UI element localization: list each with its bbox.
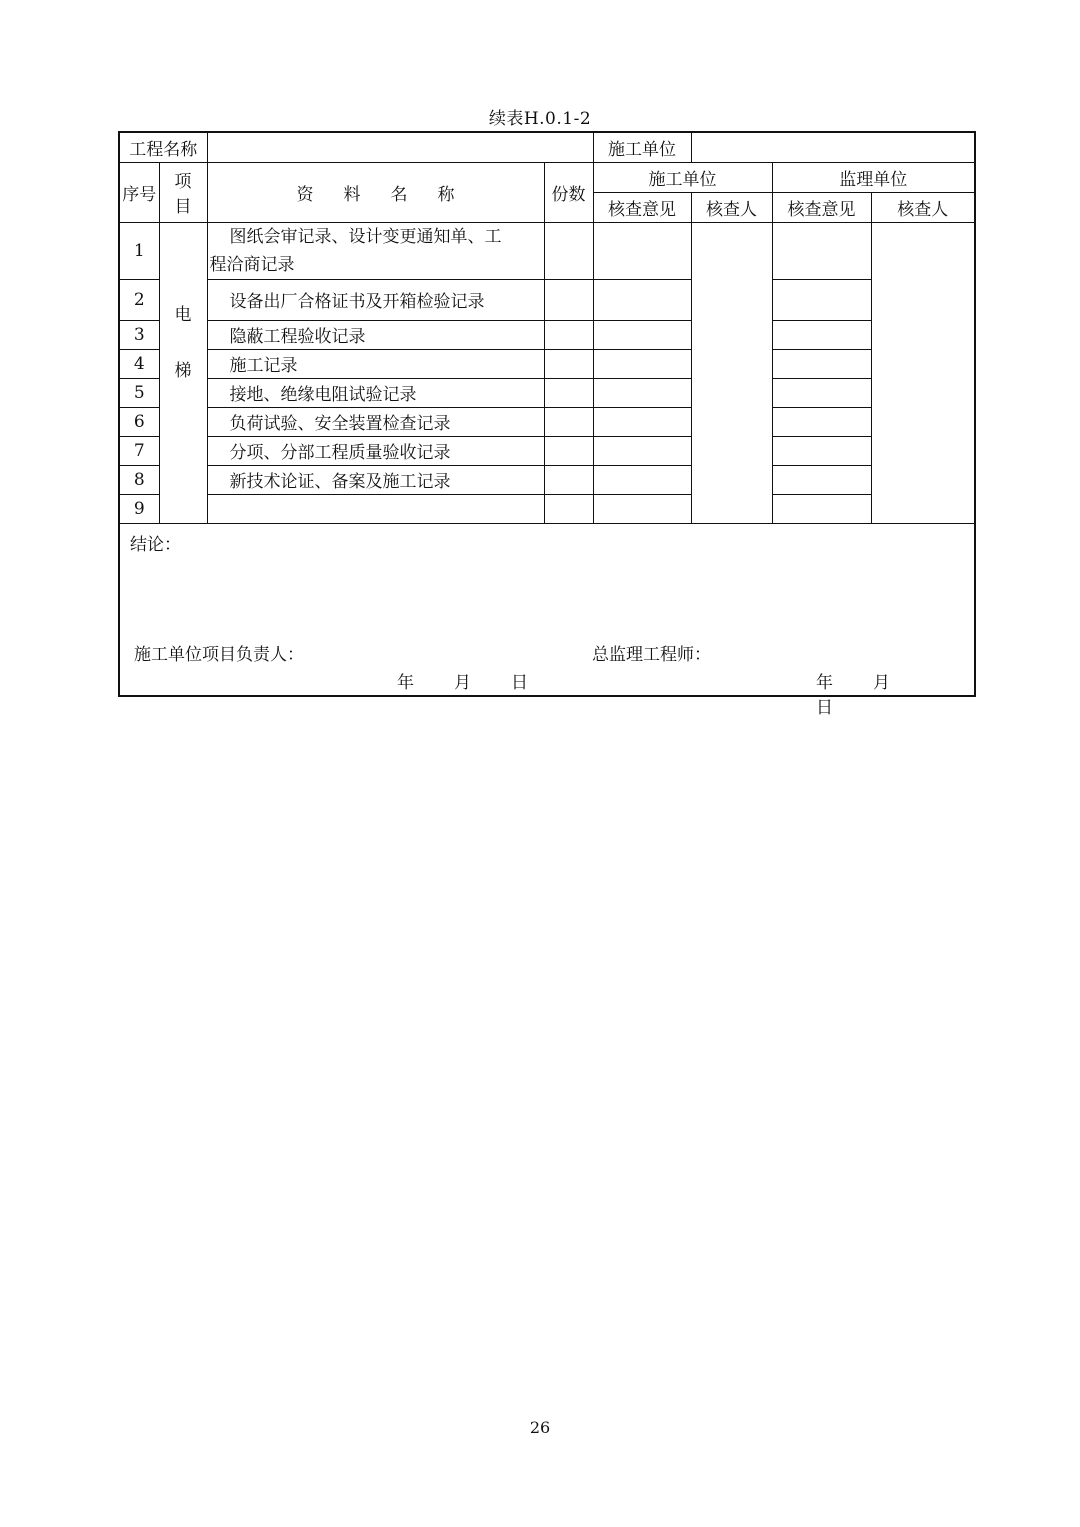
row-contractor-opinion[interactable] (593, 407, 691, 436)
category-line1: 电 (174, 304, 192, 325)
page-number: 26 (529, 1418, 551, 1437)
row-supervisor-opinion[interactable] (772, 436, 871, 465)
category-line2: 梯 (174, 360, 192, 381)
row-contractor-opinion[interactable] (593, 465, 691, 494)
row-copies[interactable] (544, 279, 593, 320)
row-doc-name: 隐蔽工程验收记录 (207, 320, 544, 349)
table-row (119, 494, 975, 523)
row-copies[interactable] (544, 494, 593, 523)
project-name-field[interactable] (207, 132, 593, 162)
col-item (159, 162, 207, 222)
row-doc-name: 接地、绝缘电阻试验记录 (207, 378, 544, 407)
row-no: 9 (119, 494, 159, 523)
table-row (119, 279, 975, 320)
row-copies[interactable] (544, 349, 593, 378)
table-row (119, 465, 975, 494)
row-supervisor-opinion[interactable] (772, 222, 871, 279)
row-supervisor-opinion[interactable] (772, 279, 871, 320)
col-copies: 份数 (544, 162, 593, 222)
contractor-sign-label: 施工单位项目负责人： (134, 644, 304, 665)
row-copies[interactable] (544, 320, 593, 349)
col-item-line2: 目 (174, 197, 192, 217)
row-copies[interactable] (544, 465, 593, 494)
table-row (119, 378, 975, 407)
row-no: 6 (119, 407, 159, 436)
col-supervisor-group: 监理单位 (772, 162, 975, 192)
col-supervisor-checker: 核查人 (871, 192, 975, 222)
table-row (119, 436, 975, 465)
row-contractor-opinion[interactable] (593, 320, 691, 349)
supervisor-checker-cell[interactable] (871, 222, 975, 523)
date-year: 年 (397, 672, 416, 693)
table-row (119, 349, 975, 378)
row-no: 5 (119, 378, 159, 407)
row-no: 8 (119, 465, 159, 494)
col-contractor-group: 施工单位 (593, 162, 772, 192)
supervisor-sign-label: 总监理工程师： (592, 644, 711, 665)
row-supervisor-opinion[interactable] (772, 349, 871, 378)
row-no: 1 (119, 222, 159, 279)
row-contractor-opinion[interactable] (593, 222, 691, 279)
col-doc-name-text: 资料名称 (296, 184, 485, 205)
row-doc-name-line2: 程洽商记录 (209, 254, 295, 275)
row-doc-name[interactable] (207, 494, 544, 523)
row-copies[interactable] (544, 407, 593, 436)
row-copies[interactable] (544, 378, 593, 407)
col-supervisor-opinion: 核查意见 (772, 192, 871, 222)
col-item-line1: 项 (174, 172, 192, 192)
table-caption: 续表H.0.1-2 (488, 109, 592, 129)
contractor-field[interactable] (691, 132, 975, 162)
row-no: 3 (119, 320, 159, 349)
contractor-label: 施工单位 (593, 132, 691, 162)
elevator-inspection-table (118, 131, 976, 718)
row-supervisor-opinion[interactable] (772, 320, 871, 349)
table-row (119, 320, 975, 349)
row-contractor-opinion[interactable] (593, 436, 691, 465)
col-seq: 序号 (119, 162, 159, 222)
column-header-row-1 (119, 162, 975, 192)
conclusion-cell[interactable] (119, 523, 975, 718)
row-doc-name: 负荷试验、安全装置检查记录 (207, 407, 544, 436)
row-doc-name: 设备出厂合格证书及开箱检验记录 (207, 279, 544, 320)
contractor-checker-cell[interactable] (691, 222, 772, 523)
col-contractor-opinion: 核查意见 (593, 192, 691, 222)
row-contractor-opinion[interactable] (593, 279, 691, 320)
date-day: 日 (816, 697, 835, 718)
row-doc-name: 新技术论证、备案及施工记录 (207, 465, 544, 494)
conclusion-label: 结论： (130, 534, 181, 555)
supervisor-date (816, 668, 974, 718)
row-copies[interactable] (544, 436, 593, 465)
row-copies[interactable] (544, 222, 593, 279)
row-supervisor-opinion[interactable] (772, 407, 871, 436)
row-doc-name: 分项、分部工程质量验收记录 (207, 436, 544, 465)
row-supervisor-opinion[interactable] (772, 378, 871, 407)
table-row (119, 407, 975, 436)
row-no: 2 (119, 279, 159, 320)
row-contractor-opinion[interactable] (593, 378, 691, 407)
date-month: 月 (454, 672, 473, 693)
row-doc-name: 施工记录 (207, 349, 544, 378)
row-supervisor-opinion[interactable] (772, 494, 871, 523)
category-elevator (159, 222, 207, 523)
project-name-label: 工程名称 (119, 132, 207, 162)
row-contractor-opinion[interactable] (593, 494, 691, 523)
row-contractor-opinion[interactable] (593, 349, 691, 378)
row-no: 4 (119, 349, 159, 378)
col-doc-name (207, 162, 544, 222)
conclusion-row (119, 523, 975, 696)
row-doc-name (207, 222, 544, 279)
row-supervisor-opinion[interactable] (772, 465, 871, 494)
col-contractor-checker: 核查人 (691, 192, 772, 222)
date-year: 年 (816, 672, 835, 693)
contractor-date (397, 668, 568, 693)
header-row (119, 132, 975, 162)
date-month: 月 (873, 672, 892, 693)
row-doc-name-line1: 图纸会审记录、设计变更通知单、工 (229, 226, 502, 247)
date-day: 日 (511, 672, 530, 693)
table-row (119, 222, 975, 279)
row-no: 7 (119, 436, 159, 465)
